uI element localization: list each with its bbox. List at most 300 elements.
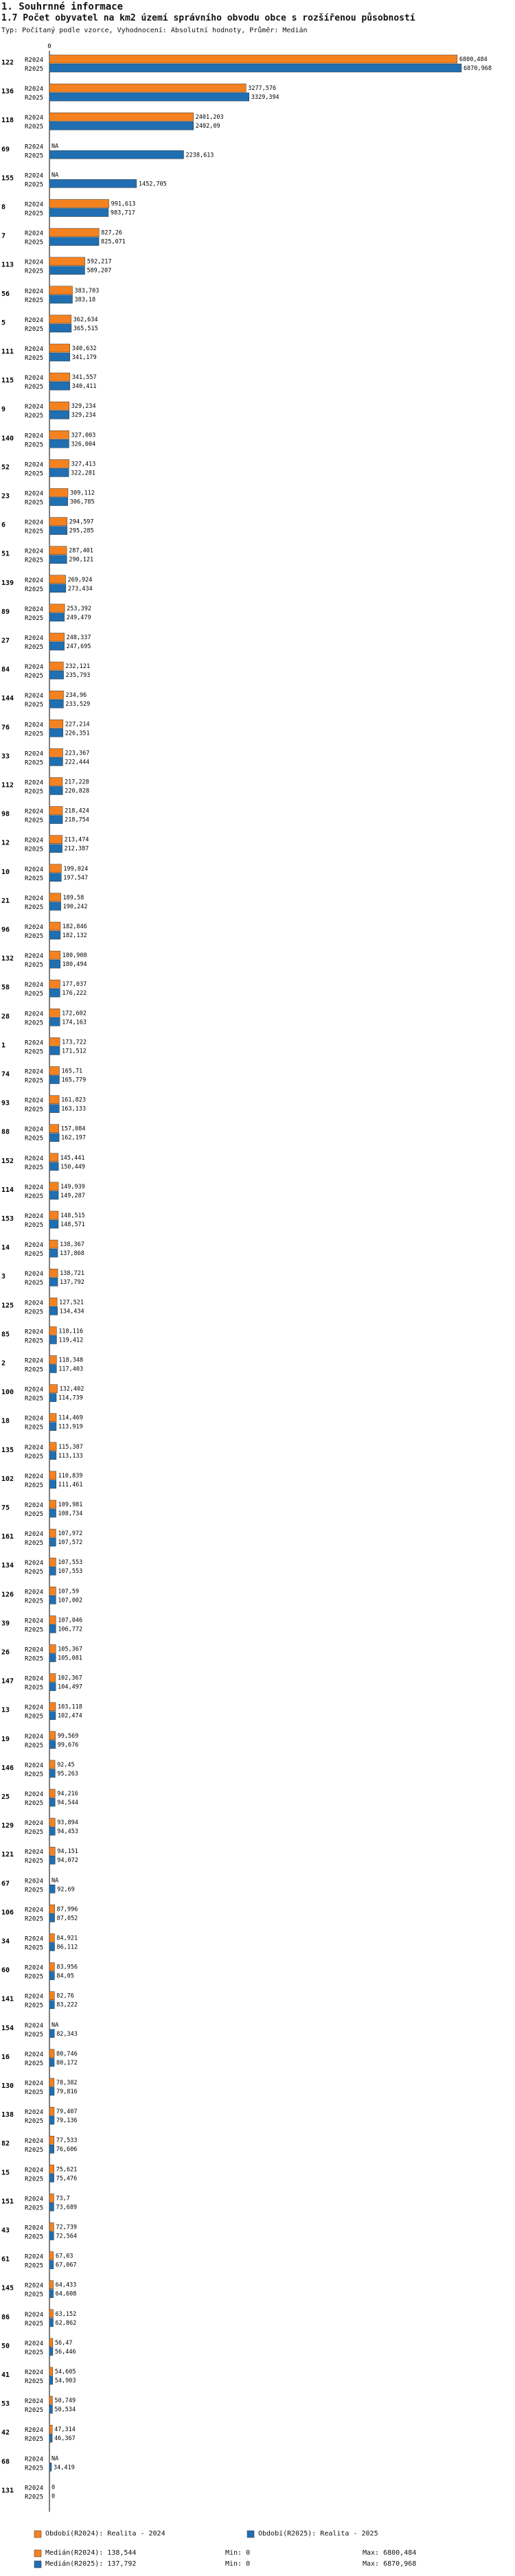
data-label-r2025: 589,207 — [87, 267, 112, 275]
bar-r2025 — [49, 1162, 58, 1171]
series-label-r2025: R2025 — [25, 1077, 44, 1085]
data-label-r2025: 148,571 — [60, 1221, 85, 1228]
bar-r2024 — [49, 1096, 59, 1104]
series-label-r2025: R2025 — [25, 557, 44, 564]
bar-r2024 — [49, 257, 85, 266]
bar-r2025 — [49, 468, 69, 476]
bar-r2024 — [49, 344, 70, 352]
data-label-r2025: 149,287 — [60, 1192, 85, 1199]
series-label-r2024: R2024 — [25, 346, 44, 353]
category-label: 41 — [1, 2371, 10, 2379]
data-label-r2024: 0 — [52, 2484, 56, 2492]
series-label-r2025: R2025 — [25, 355, 44, 362]
series-label-r2025: R2025 — [25, 2494, 44, 2501]
data-label-r2025: 86,112 — [56, 1944, 78, 1951]
bar-r2025 — [49, 1943, 55, 1951]
series-label-r2024: R2024 — [25, 1618, 44, 1625]
bar-r2025 — [49, 671, 64, 679]
bar-r2025 — [49, 1538, 56, 1546]
series-label-r2024: R2024 — [25, 86, 44, 93]
series-label-r2024: R2024 — [25, 2022, 44, 2029]
category-label: 154 — [1, 2024, 14, 2032]
bar-r2024 — [49, 1211, 58, 1219]
bar-r2024 — [49, 1732, 56, 1740]
series-label-r2025: R2025 — [25, 2262, 44, 2270]
data-label-r2024: 102,367 — [57, 1675, 82, 1682]
data-label-r2024: 3277,576 — [248, 85, 277, 93]
bar-r2025 — [49, 2232, 54, 2240]
bar-r2025 — [49, 1423, 56, 1431]
series-label-r2025: R2025 — [25, 614, 44, 622]
series-label-r2024: R2024 — [25, 866, 44, 873]
data-label-r2025: 75,476 — [56, 2175, 78, 2183]
section-title: 1. Souhrnné informace — [1, 1, 124, 12]
bar-r2024 — [49, 2136, 54, 2144]
bar-r2024 — [49, 402, 69, 410]
legend-swatch-median-r2025 — [34, 2561, 41, 2568]
series-label-r2025: R2025 — [25, 1482, 44, 1489]
bar-r2024 — [49, 1240, 58, 1248]
data-label-r2024: 115,387 — [58, 1443, 83, 1451]
series-label-r2024: R2024 — [25, 1357, 44, 1365]
bar-r2024 — [49, 2338, 53, 2347]
category-label: 34 — [1, 1937, 10, 1946]
data-label-r2025: 322,281 — [71, 470, 95, 477]
bar-r2024 — [49, 1645, 56, 1653]
series-label-r2024: R2024 — [25, 1271, 44, 1278]
category-label: 10 — [1, 868, 10, 876]
data-label-r2025: 150,449 — [60, 1163, 85, 1171]
chart-subtitle: Typ: Počítaný podle vzorce, Vyhodnocení: Absolutní hodnoty, Průměr: Medián — [1, 27, 308, 34]
data-label-r2025: 54,903 — [54, 2378, 76, 2384]
bar-r2024 — [49, 864, 61, 873]
bar-r2024 — [49, 951, 60, 959]
series-label-r2024: R2024 — [25, 375, 44, 382]
data-label-r2025: 2238,613 — [185, 152, 214, 159]
series-label-r2024: R2024 — [25, 1646, 44, 1654]
data-label-r2025: 83,222 — [56, 2001, 78, 2009]
bar-r2024 — [49, 84, 246, 92]
series-label-r2024: R2024 — [25, 1068, 44, 1076]
data-label-r2024: 991,613 — [111, 200, 136, 208]
category-label: 130 — [1, 2082, 14, 2090]
series-label-r2024: R2024 — [25, 2196, 44, 2203]
series-label-r2024: R2024 — [25, 2398, 44, 2406]
series-label-r2025: R2025 — [25, 1424, 44, 1431]
bar-r2025 — [49, 931, 60, 939]
category-label: 69 — [1, 146, 10, 154]
data-label-r2025: 92,69 — [57, 1886, 75, 1894]
series-label-r2025: R2025 — [25, 528, 44, 536]
series-label-r2024: R2024 — [25, 664, 44, 671]
data-label-r2025: 106,772 — [58, 1626, 83, 1633]
data-label-r2025: 137,868 — [60, 1250, 84, 1258]
category-label: 85 — [1, 1331, 10, 1339]
data-label-r2024: 114,469 — [58, 1414, 83, 1422]
bar-r2024 — [49, 691, 64, 699]
category-label: 141 — [1, 1995, 14, 2003]
bar-r2025 — [49, 1509, 56, 1517]
data-label-r2024: 73,7 — [56, 2195, 70, 2203]
bar-r2025 — [49, 2174, 54, 2182]
bar-r2024 — [49, 2078, 54, 2086]
series-label-r2025: R2025 — [25, 904, 44, 911]
category-label: 26 — [1, 1648, 10, 1657]
data-label-r2024: 92,45 — [57, 1761, 75, 1769]
series-label-r2024: R2024 — [25, 837, 44, 844]
series-label-r2024: R2024 — [25, 404, 44, 411]
data-label-r2024: 165,71 — [61, 1068, 83, 1075]
data-label-r2024: 110,839 — [58, 1472, 83, 1480]
series-label-r2024: R2024 — [25, 2456, 44, 2463]
data-label-r2024: 107,553 — [58, 1559, 83, 1567]
data-label-r2024: 327,003 — [71, 432, 96, 439]
data-label-r2024: 54,605 — [54, 2369, 76, 2376]
data-label-r2024: 118,348 — [58, 1357, 84, 1364]
data-label-r2025: 249,479 — [66, 614, 91, 621]
data-label-r2025: 64,608 — [55, 2290, 77, 2298]
bar-r2024 — [49, 55, 457, 63]
legend-min-2024: Min: 0 — [225, 2549, 251, 2557]
bar-r2025 — [49, 642, 65, 650]
series-label-r2025: R2025 — [25, 1135, 44, 1142]
category-label: 74 — [1, 1070, 10, 1079]
series-label-r2024: R2024 — [25, 808, 44, 816]
bar-r2025 — [49, 1480, 56, 1488]
bar-r2024 — [49, 2281, 54, 2289]
series-label-r2024: R2024 — [25, 2109, 44, 2117]
bar-r2025 — [49, 960, 60, 968]
bar-r2025 — [49, 1654, 56, 1662]
data-label-r2024: 84,921 — [56, 1935, 78, 1942]
category-label: 153 — [1, 1215, 14, 1223]
series-label-r2025: R2025 — [25, 1944, 44, 1952]
bar-r2024 — [49, 373, 70, 381]
category-label: 25 — [1, 1793, 10, 1801]
bar-r2025 — [49, 902, 61, 910]
bar-r2024 — [49, 229, 99, 237]
data-label-r2024: 227,214 — [65, 721, 90, 728]
series-label-r2024: R2024 — [25, 1097, 44, 1105]
series-label-r2025: R2025 — [25, 1251, 44, 1258]
bar-r2024 — [49, 2252, 54, 2260]
bar-r2025 — [49, 1451, 56, 1460]
data-label-r2024: 132,402 — [59, 1385, 84, 1393]
category-label: 28 — [1, 1013, 10, 1021]
series-label-r2025: R2025 — [25, 1222, 44, 1229]
category-label: 161 — [1, 1533, 14, 1541]
bar-r2024 — [49, 2107, 54, 2115]
data-label-r2024: 173,722 — [62, 1039, 87, 1046]
data-label-r2025: 73,689 — [56, 2204, 78, 2211]
series-label-r2024: R2024 — [25, 2282, 44, 2290]
bar-r2024 — [49, 1818, 55, 1826]
bar-r2024 — [49, 1153, 58, 1162]
bar-r2025 — [49, 757, 62, 766]
data-label-r2025: 82,343 — [56, 2030, 78, 2038]
bar-r2025 — [49, 728, 63, 737]
data-label-r2024: 217,228 — [64, 779, 89, 786]
bar-r2025 — [49, 2001, 54, 2009]
category-label: 140 — [1, 435, 14, 443]
series-label-r2025: R2025 — [25, 2465, 44, 2472]
data-label-r2025: 220,828 — [65, 787, 90, 795]
bar-r2025 — [49, 873, 61, 882]
category-label: 1 — [1, 1042, 6, 1050]
bar-r2025 — [49, 1249, 58, 1257]
legend-swatch-r2024 — [34, 2531, 41, 2538]
category-label: 114 — [1, 1186, 14, 1194]
data-label-r2025: 329,234 — [71, 412, 96, 419]
series-label-r2025: R2025 — [25, 759, 44, 767]
series-label-r2024: R2024 — [25, 1184, 44, 1191]
series-label-r2025: R2025 — [25, 1453, 44, 1460]
bar-r2024 — [49, 489, 68, 497]
bar-r2024 — [49, 836, 62, 844]
data-label-r2024: 105,367 — [58, 1646, 83, 1653]
series-label-r2024: R2024 — [25, 1993, 44, 2001]
series-label-r2025: R2025 — [25, 1916, 44, 1923]
series-label-r2025: R2025 — [25, 2089, 44, 2096]
series-label-r2024: R2024 — [25, 1126, 44, 1134]
data-label-r2024: NA — [52, 1877, 59, 1885]
data-label-r2024: 77,533 — [56, 2137, 78, 2145]
data-label-r2024: 99,569 — [57, 1732, 79, 1740]
bar-r2025 — [49, 295, 72, 303]
bar-r2025 — [49, 1134, 59, 1142]
category-label: 39 — [1, 1620, 10, 1628]
data-label-r2024: 63,152 — [55, 2310, 77, 2318]
series-label-r2025: R2025 — [25, 297, 44, 304]
series-label-r2025: R2025 — [25, 384, 44, 391]
series-label-r2024: R2024 — [25, 1473, 44, 1480]
series-label-r2025: R2025 — [25, 2378, 44, 2385]
bar-r2024 — [49, 2165, 54, 2173]
legend-min-2025: Min: 0 — [225, 2560, 251, 2568]
data-label-r2025: 341,179 — [71, 354, 97, 361]
data-label-r2024: 56,47 — [54, 2339, 73, 2347]
data-label-r2025: 165,779 — [61, 1077, 87, 1084]
category-label: 98 — [1, 810, 10, 818]
data-label-r2025: 46,367 — [54, 2435, 76, 2443]
category-label: 151 — [1, 2198, 14, 2206]
bar-r2024 — [49, 720, 63, 728]
data-label-r2024: 383,703 — [74, 287, 100, 295]
series-label-r2025: R2025 — [25, 817, 44, 825]
data-label-r2024: 80,746 — [56, 2050, 78, 2058]
data-label-r2024: 340,632 — [71, 345, 97, 352]
data-label-r2024: NA — [52, 2455, 59, 2463]
bar-r2025 — [49, 1394, 56, 1402]
data-label-r2025: 326,004 — [71, 441, 96, 448]
series-label-r2025: R2025 — [25, 2291, 44, 2299]
data-label-r2024: 127,521 — [59, 1299, 84, 1307]
series-label-r2024: R2024 — [25, 1039, 44, 1047]
category-label: 84 — [1, 666, 10, 674]
category-label: 19 — [1, 1735, 10, 1743]
bar-r2025 — [49, 1307, 58, 1315]
series-label-r2025: R2025 — [25, 2118, 44, 2126]
data-label-r2024: 157,084 — [60, 1125, 86, 1133]
bar-r2024 — [49, 807, 62, 815]
series-label-r2025: R2025 — [25, 1193, 44, 1200]
bar-r2024 — [49, 1963, 54, 1971]
bar-r2025 — [49, 1856, 55, 1864]
series-label-r2024: R2024 — [25, 750, 44, 758]
data-label-r2024: 6800,484 — [459, 56, 488, 63]
data-label-r2025: 247,695 — [66, 643, 91, 650]
category-label: 42 — [1, 2429, 10, 2437]
series-label-r2025: R2025 — [25, 2176, 44, 2183]
series-label-r2025: R2025 — [25, 2060, 44, 2067]
bar-r2024 — [49, 1182, 58, 1191]
data-label-r2024: 248,337 — [66, 634, 91, 641]
series-label-r2024: R2024 — [25, 1213, 44, 1220]
bar-r2024 — [49, 1037, 60, 1046]
category-label: 75 — [1, 1504, 10, 1512]
bar-r2024 — [49, 1934, 54, 1942]
series-label-r2024: R2024 — [25, 1011, 44, 1018]
series-label-r2025: R2025 — [25, 1280, 44, 1287]
bar-r2024 — [49, 1905, 55, 1913]
data-label-r2024: 253,392 — [67, 605, 91, 612]
bar-r2025 — [49, 1278, 58, 1286]
data-label-r2025: 56,446 — [54, 2348, 76, 2356]
category-label: 122 — [1, 59, 14, 67]
series-label-r2025: R2025 — [25, 702, 44, 709]
x-tick-label: 0 — [47, 43, 52, 50]
category-label: 7 — [1, 232, 6, 240]
category-label: 52 — [1, 463, 10, 472]
series-label-r2024: R2024 — [25, 2167, 44, 2174]
data-label-r2024: 75,621 — [56, 2166, 78, 2174]
data-label-r2024: 94,216 — [57, 1791, 78, 1797]
data-label-r2025: 233,529 — [65, 701, 91, 709]
series-label-r2024: R2024 — [25, 172, 44, 180]
category-label: 43 — [1, 2227, 10, 2235]
series-label-r2024: R2024 — [25, 1242, 44, 1250]
series-label-r2024: R2024 — [25, 2340, 44, 2347]
data-label-r2025: 99,676 — [57, 1741, 79, 1749]
bar-r2025 — [49, 2058, 54, 2067]
series-label-r2025: R2025 — [25, 1742, 44, 1749]
bar-r2025 — [49, 2434, 52, 2442]
bar-r2025 — [49, 2290, 54, 2298]
series-label-r2024: R2024 — [25, 259, 44, 266]
data-label-r2025: 111,461 — [58, 1481, 83, 1488]
category-label: 18 — [1, 1417, 10, 1425]
series-label-r2025: R2025 — [25, 1655, 44, 1663]
data-label-r2024: 50,749 — [54, 2397, 76, 2405]
series-label-r2024: R2024 — [25, 2311, 44, 2319]
bar-r2025 — [49, 787, 62, 795]
bar-r2024 — [49, 1385, 58, 1393]
bar-r2024 — [49, 662, 63, 670]
series-label-r2024: R2024 — [25, 2138, 44, 2146]
bar-r2025 — [49, 844, 62, 853]
data-label-r2025: 825,071 — [101, 238, 126, 246]
category-label: 12 — [1, 839, 10, 847]
series-label-r2025: R2025 — [25, 991, 44, 998]
series-label-r2025: R2025 — [25, 210, 44, 218]
bar-r2025 — [49, 1913, 55, 1922]
bar-r2024 — [49, 1269, 58, 1277]
bar-r2025 — [49, 700, 63, 708]
bar-r2025 — [49, 1827, 55, 1835]
legend-median-2025: Medián(R2025): 137,792 — [45, 2560, 137, 2568]
legend-max-2024: Max: 6800,484 — [363, 2549, 417, 2557]
series-label-r2025: R2025 — [25, 95, 44, 102]
series-label-r2024: R2024 — [25, 230, 44, 238]
series-label-r2025: R2025 — [25, 470, 44, 478]
series-label-r2024: R2024 — [25, 1300, 44, 1307]
data-label-r2024: 47,314 — [54, 2426, 76, 2434]
bar-r2024 — [49, 922, 60, 930]
bar-r2024 — [49, 2367, 53, 2376]
series-label-r2024: R2024 — [25, 115, 44, 122]
bar-r2025 — [49, 1046, 60, 1055]
bar-r2024 — [49, 1356, 56, 1364]
bar-r2024 — [49, 1558, 56, 1566]
bar-r2025 — [49, 1712, 56, 1720]
category-label: 100 — [1, 1388, 14, 1396]
series-label-r2025: R2025 — [25, 586, 44, 593]
bar-r2025 — [49, 2145, 54, 2153]
category-label: 138 — [1, 2111, 14, 2119]
category-label: 88 — [1, 1128, 10, 1136]
data-label-r2025: 72,564 — [56, 2233, 78, 2240]
bar-r2025 — [49, 1972, 54, 1980]
bar-r2025 — [49, 2261, 54, 2269]
category-label: 118 — [1, 117, 14, 125]
bar-r2025 — [49, 2116, 54, 2124]
series-label-r2024: R2024 — [25, 1155, 44, 1162]
category-label: 68 — [1, 2458, 10, 2466]
series-label-r2025: R2025 — [25, 731, 44, 738]
series-label-r2025: R2025 — [25, 1973, 44, 1981]
series-label-r2024: R2024 — [25, 519, 44, 527]
data-label-r2025: 176,222 — [62, 990, 87, 998]
category-label: 145 — [1, 2284, 14, 2292]
series-label-r2024: R2024 — [25, 895, 44, 902]
bar-r2025 — [49, 1335, 56, 1344]
data-label-r2025: 383,18 — [74, 296, 96, 303]
category-label: 102 — [1, 1475, 14, 1483]
data-label-r2025: 50,534 — [54, 2406, 76, 2414]
series-label-r2024: R2024 — [25, 2427, 44, 2435]
category-label: 144 — [1, 695, 14, 703]
data-label-r2025: 3329,394 — [251, 94, 279, 102]
bar-r2025 — [49, 179, 137, 187]
data-label-r2024: 177,037 — [62, 981, 87, 989]
series-label-r2024: R2024 — [25, 577, 44, 584]
series-label-r2025: R2025 — [25, 673, 44, 680]
bar-r2024 — [49, 1529, 56, 1537]
series-label-r2025: R2025 — [25, 2407, 44, 2415]
category-label: 3 — [1, 1273, 6, 1281]
data-label-r2025: 0 — [52, 2493, 56, 2500]
series-label-r2025: R2025 — [25, 1598, 44, 1605]
data-label-r2024: 82,76 — [56, 1992, 74, 2000]
data-label-r2025: 340,411 — [71, 383, 97, 391]
series-label-r2024: R2024 — [25, 1415, 44, 1423]
bar-r2025 — [49, 1885, 55, 1893]
bar-r2025 — [49, 2463, 52, 2471]
bar-r2025 — [49, 353, 70, 361]
bar-r2025 — [49, 613, 65, 621]
series-label-r2024: R2024 — [25, 317, 44, 324]
series-label-r2025: R2025 — [25, 2147, 44, 2154]
